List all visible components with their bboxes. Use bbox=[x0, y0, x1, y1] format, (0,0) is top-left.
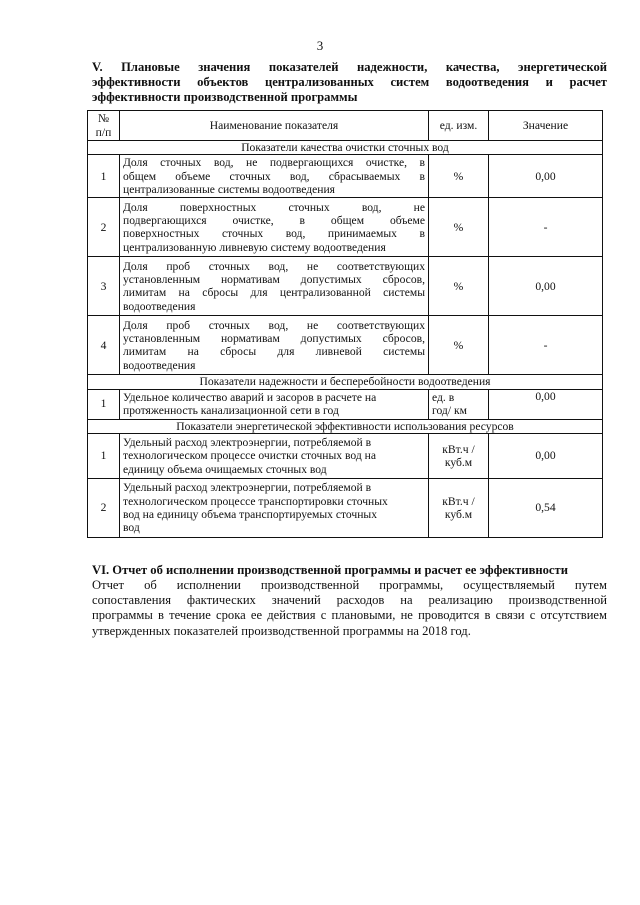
row-name bbox=[120, 389, 429, 419]
row-unit-line: кВт.ч / bbox=[442, 494, 475, 508]
row-name-line: технологическом процессе очистки сточных вод на bbox=[123, 449, 376, 463]
row-name-line: Удельный расход электроэнергии, потребляемой в bbox=[123, 435, 372, 449]
row-value: 0,00 bbox=[489, 433, 603, 478]
row-name-line: централизованные системы водоотведения bbox=[123, 182, 335, 196]
row-name-line: Доля сточных вод, не подвергающихся очистке, в bbox=[123, 156, 425, 170]
row-num: 1 bbox=[88, 433, 120, 478]
row-name-line: Удельный расход электроэнергии, потребляемой в bbox=[123, 481, 372, 495]
section-title: Показатели надежности и бесперебойности водоотведения bbox=[88, 375, 603, 389]
table-row bbox=[88, 198, 603, 257]
table-header-row bbox=[88, 111, 603, 141]
section-6-heading bbox=[92, 563, 607, 578]
header-name: Наименование показателя bbox=[120, 111, 429, 141]
table-row bbox=[88, 155, 603, 198]
row-unit bbox=[429, 433, 489, 478]
section-row bbox=[88, 141, 603, 155]
row-name-line: Доля проб сточных вод, не соответствующих bbox=[123, 318, 425, 332]
table-row bbox=[88, 389, 603, 419]
row-unit: % bbox=[429, 257, 489, 316]
header-num bbox=[88, 111, 120, 141]
row-num: 3 bbox=[88, 257, 120, 316]
row-num: 2 bbox=[88, 478, 120, 537]
row-unit: % bbox=[429, 316, 489, 375]
row-unit-line: год/ км bbox=[432, 404, 467, 418]
row-num: 1 bbox=[88, 155, 120, 198]
row-unit bbox=[429, 478, 489, 537]
heading-line: VI. Отчет об исполнении производственной программы и расчет ее эффективности bbox=[92, 563, 568, 577]
row-value: 0,00 bbox=[489, 155, 603, 198]
row-unit-line: куб.м bbox=[444, 455, 473, 469]
row-name-line: централизованную ливневую систему водоотведения bbox=[123, 240, 386, 254]
row-num: 1 bbox=[88, 389, 120, 419]
row-name-line: установленным нормативам допустимых сбросов, bbox=[123, 332, 425, 345]
page-number: 3 bbox=[316, 38, 324, 53]
row-name-line: установленным нормативам допустимых сбросов, bbox=[123, 273, 425, 286]
row-name-line: общем объеме сточных вод, сбрасываемых в bbox=[123, 169, 425, 183]
section-row bbox=[88, 419, 603, 433]
row-name-line: Удельное количество аварий и засоров в расчете на bbox=[123, 390, 377, 404]
row-name bbox=[120, 198, 429, 257]
paragraph-line: сопоставления фактических значений расходов на реализацию производственной bbox=[92, 593, 607, 608]
paragraph-line: утвержденных показателей производственной программы на 2018 год. bbox=[92, 623, 471, 638]
table-row bbox=[88, 316, 603, 375]
section-title: Показатели энергетической эффективности использования ресурсов bbox=[88, 419, 603, 433]
row-name bbox=[120, 433, 429, 478]
row-name-line: лимитам на сбросы для ливневой системы bbox=[123, 345, 425, 359]
row-name-line: водоотведения bbox=[123, 299, 196, 313]
paragraph-line: программы в течение срока ее действия с плановыми, не проводится в связи с отсутствием bbox=[92, 608, 607, 623]
row-name bbox=[120, 155, 429, 198]
section-5-heading bbox=[92, 60, 607, 105]
row-name-line: подвергающихся очистке, в общем объеме bbox=[123, 214, 425, 227]
row-name-line: технологическом процессе транспортировки сточных bbox=[123, 494, 388, 508]
row-name bbox=[120, 316, 429, 375]
row-num: 2 bbox=[88, 198, 120, 257]
row-name-line: вод на единицу объема транспортируемых сточных bbox=[123, 507, 378, 521]
table-row bbox=[88, 478, 603, 537]
row-num: 4 bbox=[88, 316, 120, 375]
header-num-line2: п/п bbox=[95, 125, 112, 139]
heading-line: эффективности объектов централизованных систем водоотведения и расчет bbox=[92, 75, 607, 89]
row-value: - bbox=[489, 316, 603, 375]
heading-line: V. Плановые значения показателей надежности, качества, энергетической bbox=[92, 60, 607, 74]
row-unit: % bbox=[429, 155, 489, 198]
row-value: 0,00 bbox=[489, 389, 603, 419]
row-name bbox=[120, 478, 429, 537]
row-unit-line: ед. в bbox=[432, 390, 455, 404]
row-unit-line: кВт.ч / bbox=[442, 442, 475, 456]
row-name-line: протяженность канализационной сети в год bbox=[123, 404, 339, 418]
table-row bbox=[88, 433, 603, 478]
row-name-line: единицу объема очищаемых сточных вод bbox=[123, 462, 327, 476]
header-value: Значение bbox=[489, 111, 603, 141]
row-name-line: вод bbox=[123, 521, 140, 535]
row-name-line: водоотведения bbox=[123, 358, 196, 372]
row-name-line: лимитам на сбросы для централизованной системы bbox=[123, 286, 425, 300]
row-unit-line: куб.м bbox=[444, 507, 473, 521]
header-num-line1: № bbox=[97, 112, 110, 126]
row-name-line: Доля проб сточных вод, не соответствующих bbox=[123, 259, 425, 273]
row-name bbox=[120, 257, 429, 316]
row-value: 0,00 bbox=[489, 257, 603, 316]
paragraph-line: Отчет об исполнении производственной программы, осуществляемый путем bbox=[92, 578, 607, 592]
indicators-table bbox=[87, 110, 603, 538]
row-unit bbox=[429, 389, 489, 419]
table-row bbox=[88, 257, 603, 316]
section-row bbox=[88, 375, 603, 389]
header-unit: ед. изм. bbox=[429, 111, 489, 141]
heading-line: эффективности производственной программы bbox=[92, 90, 358, 104]
section-6-paragraph bbox=[92, 578, 607, 639]
row-name-line: Доля поверхностных сточных вод, не bbox=[123, 200, 425, 214]
row-value: 0,54 bbox=[489, 478, 603, 537]
row-unit: % bbox=[429, 198, 489, 257]
section-title: Показатели качества очистки сточных вод bbox=[88, 141, 603, 155]
row-value: - bbox=[489, 198, 603, 257]
row-name-line: поверхностных сточных вод, принимаемых в bbox=[123, 227, 425, 241]
